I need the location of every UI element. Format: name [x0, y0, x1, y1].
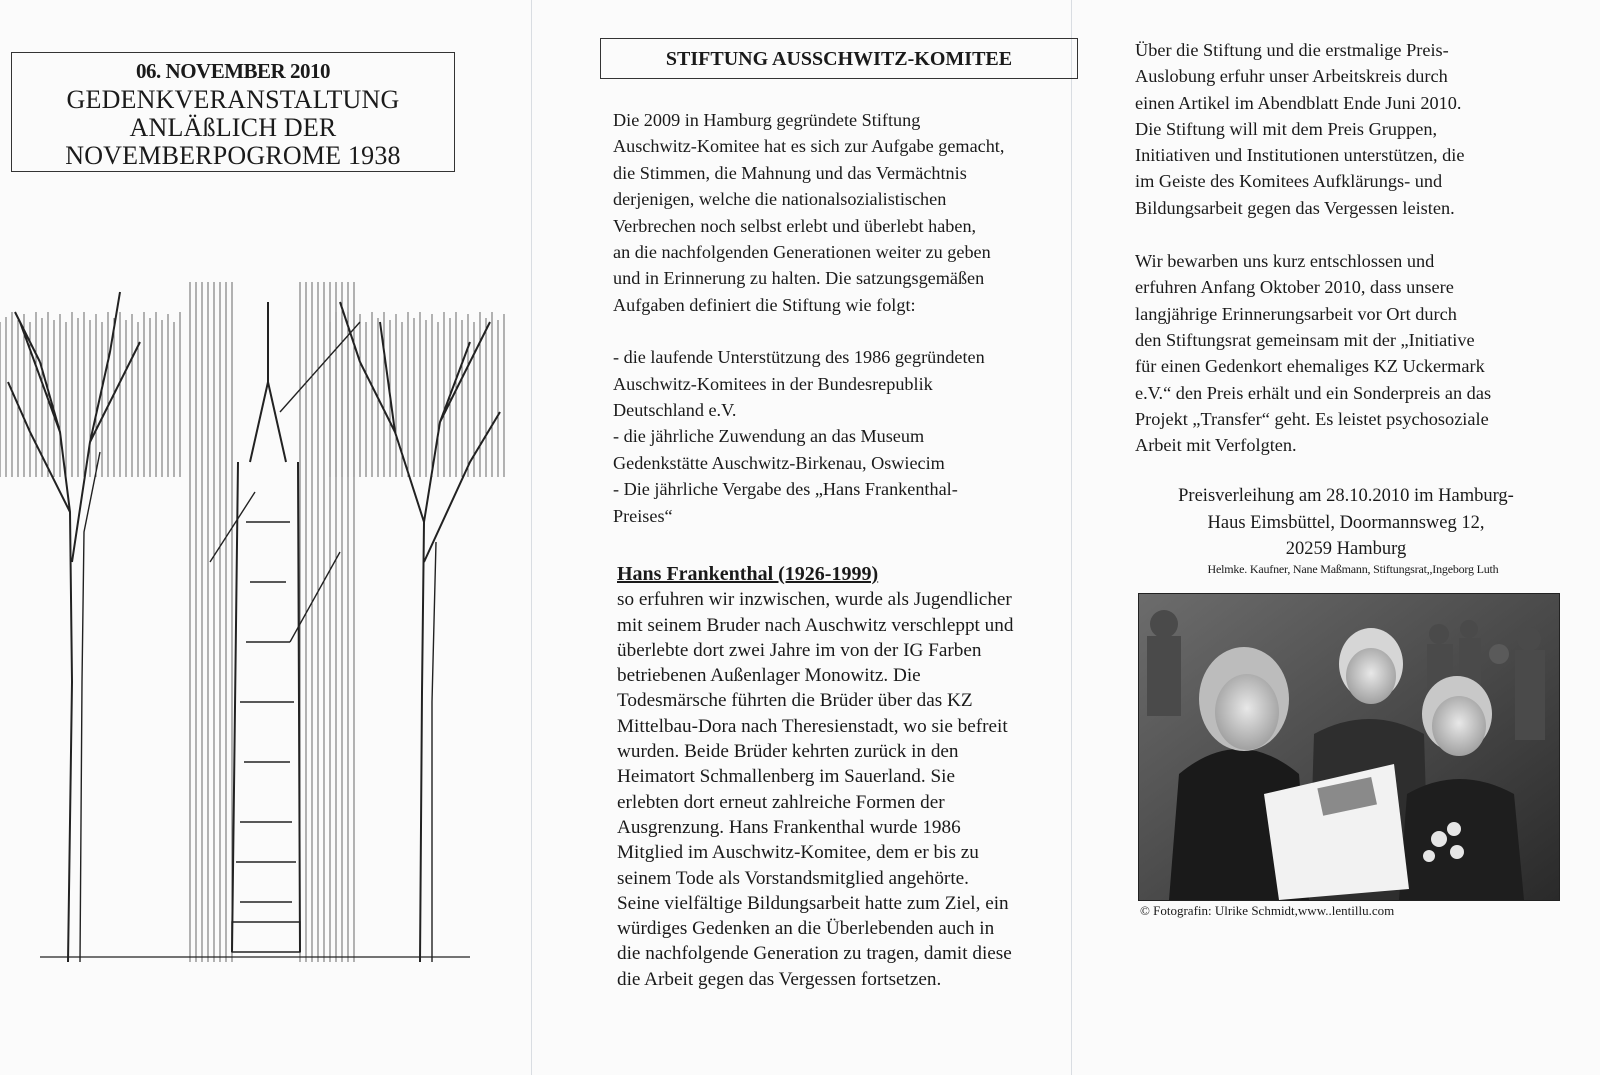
biography-heading: Hans Frankenthal (1926-1999) [617, 563, 879, 585]
bio-line: so erfuhren wir inzwischen, wurde als Jugendlicher [617, 589, 1012, 611]
text-line: an die nachfolgenden Generationen weiter zu geben [613, 242, 991, 263]
award-line: Haus Eimsbüttel, Doormannsweg 12, [1207, 512, 1485, 533]
text-line: im Geiste des Komitees Aufklärungs- und [1135, 171, 1443, 192]
bio-line: seinem Tode als Vorstandsmitglied angehörte. [617, 867, 969, 889]
text-line: langjährige Erinnerungsarbeit vor Ort durch [1135, 303, 1457, 324]
text-line: derjenigen, welche die nationalsozialistischen [613, 189, 947, 210]
bio-line: Heimatort Schmallenberg im Sauerland. Sie [617, 766, 956, 788]
bio-line: mit seinem Bruder nach Auschwitz verschleppt und [617, 614, 1014, 636]
award-photo [1138, 593, 1560, 901]
text-line: Bildungsarbeit gegen das Vergessen leisten. [1135, 197, 1455, 218]
task-line: Deutschland e.V. [613, 400, 737, 421]
text-line: Verbrechen noch selbst erlebt und überlebt haben, [613, 215, 977, 236]
text-line: Projekt „Transfer“ geht. Es leistet psychosoziale [1135, 408, 1489, 429]
bio-line: Seine vielfältige Bildungsarbeit hatte zum Ziel, ein [617, 892, 1009, 914]
event-title [12, 86, 454, 170]
text-line: erfuhren Anfang Oktober 2010, dass unsere [1135, 277, 1454, 298]
text-line: Wir bewarben uns kurz entschlossen und [1135, 251, 1435, 272]
prize-text [1135, 37, 1555, 458]
photo-caption: Helmke. Kaufner, Nane Maßmann, Stiftungsrat,,Ingeborg Luth [1207, 562, 1499, 576]
bio-line: Ausgrenzung. Hans Frankenthal wurde 1986 [617, 816, 961, 838]
biography-block [617, 562, 1072, 992]
task-line: Auschwitz-Komitees in der Bundesrepublik [613, 373, 933, 394]
bio-line: Todesmärsche führten die Brüder über das KZ [617, 690, 973, 712]
bio-line: würdiges Gedenken an die Überlebenden auch in [617, 918, 995, 940]
award-ceremony [1130, 483, 1562, 563]
text-line: Die 2009 in Hamburg gegründete Stiftung [613, 110, 921, 130]
text-line: die Stimmen, die Mahnung und das Vermächtnis [613, 162, 967, 183]
task-line: - die jährliche Zuwendung an das Museum [613, 426, 925, 447]
text-line: Über die Stiftung und die erstmalige Preis- [1135, 40, 1449, 60]
text-line: für einen Gedenkort ehemaliges KZ Uckermark [1135, 356, 1485, 377]
award-line: 20259 Hamburg [1285, 539, 1407, 559]
bio-line: Mittelbau-Dora nach Theresienstadt, wo sie befreit [617, 715, 1008, 737]
bio-line: überlebte dort zwei Jahre im von der IG Farben [617, 639, 982, 661]
memorial-tree-drawing [0, 262, 510, 977]
bio-line: erlebten dort erneut zahlreiche Formen der [617, 791, 945, 813]
text-line: einen Artikel im Abendblatt Ende Juni 2010. [1135, 92, 1462, 113]
bio-line: betriebenen Außenlager Monowitz. Die [617, 665, 921, 687]
text-line: den Stiftungsrat gemeinsam mit der „Initiative [1135, 329, 1475, 350]
text-line: Arbeit mit Verfolgten. [1135, 435, 1297, 456]
event-title-line: GEDENKVERANSTALTUNG [66, 85, 400, 114]
task-line: Preises“ [613, 505, 673, 526]
text-line: Initiativen und Institutionen unterstützen, die [1135, 145, 1465, 166]
award-line: Preisverleihung am 28.10.2010 im Hamburg- [1178, 486, 1514, 506]
text-line: e.V.“ den Preis erhält und ein Sonderpreis an das [1135, 382, 1492, 403]
foundation-text [613, 107, 1063, 529]
bio-line: Mitglied im Auschwitz-Komitee, dem er bis zu [617, 842, 979, 864]
text-line: Aufgaben definiert die Stiftung wie folgt: [613, 294, 916, 315]
text-line: Die Stiftung will mit dem Preis Gruppen, [1135, 118, 1438, 139]
task-line: - die laufende Unterstützung des 1986 gegründeten [613, 347, 985, 368]
bio-line: wurden. Beide Brüder kehrten zurück in den [617, 741, 959, 763]
event-title-line: ANLÄßLICH DER [129, 113, 337, 142]
text-line: Auschwitz-Komitee hat es sich zur Aufgabe gemacht, [613, 136, 1005, 157]
foundation-header: STIFTUNG AUSSCHWITZ-KOMITEE [600, 38, 1078, 79]
event-title-box [11, 52, 455, 172]
text-line: und in Erinnerung zu halten. Die satzungsgemäßen [613, 268, 985, 289]
task-line: - Die jährliche Vergabe des „Hans Frankenthal- [613, 479, 958, 500]
task-line: Gedenkstätte Auschwitz-Birkenau, Oswiecim [613, 452, 945, 473]
photo-credit: © Fotografin: Ulrike Schmidt,www..lentillu.com [1140, 903, 1395, 918]
event-date: 06. NOVEMBER 2010 [136, 59, 330, 83]
bio-line: die Arbeit gegen das Vergessen fortsetzen. [617, 968, 942, 990]
event-title-line: NOVEMBERPOGROME 1938 [65, 141, 401, 170]
fold-line-left [531, 0, 532, 1075]
bio-line: die nachfolgende Generation zu tragen, damit diese [617, 943, 1012, 965]
text-line: Auslobung erfuhr unser Arbeitskreis durch [1135, 66, 1448, 87]
